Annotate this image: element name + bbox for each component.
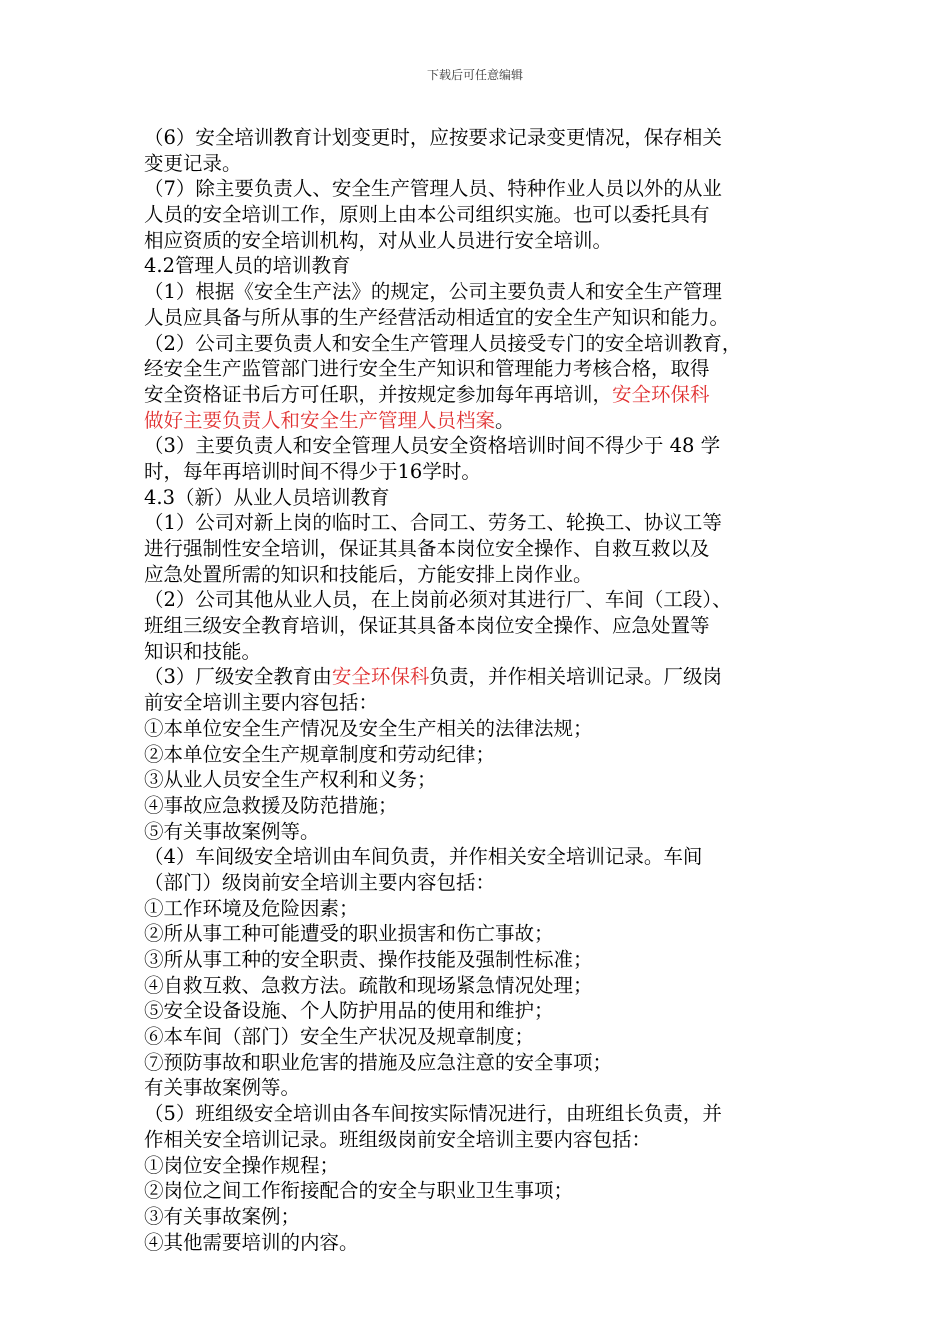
text-line — [144, 664, 824, 690]
text-line: 应急处置所需的知识和技能后，方能安排上岗作业。 — [144, 562, 593, 586]
text-line: （2）公司其他从业人员，在上岗前必须对其进行厂、车间（工段）、 — [144, 588, 732, 612]
text-line: 时，每年再培训时间不得少于16学时。 — [144, 459, 481, 483]
text-line: （1）根据《安全生产法》的规定，公司主要负责人和安全生产管理 — [144, 280, 722, 304]
text-line: （2）公司主要负责人和安全生产管理人员接受专门的安全培训教育， — [144, 331, 742, 355]
text-line: ③从业人员安全生产权利和义务； — [144, 768, 437, 792]
text-line: ④其他需要培训的内容。 — [144, 1230, 359, 1254]
text-line: ③所从事工种的安全职责、操作技能及强制性标准； — [144, 948, 593, 971]
text-line: 知识和技能。 — [144, 639, 262, 663]
text-line: （4）车间级安全培训由车间负责，并作相关安全培训记录。车间 — [144, 845, 703, 869]
text-line: 4.3（新）从业人员培训教育 — [144, 485, 390, 509]
text-segment: 安全资格证书后方可任职，并按规定参加每年再培训， — [144, 382, 613, 406]
text-line: 班组三级安全教育培训，保证其具备本岗位安全操作、应急处置等 — [144, 614, 710, 638]
text-line: ①岗位安全操作规程； — [144, 1153, 340, 1177]
text-line: ⑦预防事故和职业危害的措施及应急注意的安全事项； — [144, 1050, 613, 1074]
text-line — [144, 382, 824, 408]
text-line: 有关事故案例等。 — [144, 1076, 301, 1100]
text-line: ④自救互救、急救方法。疏散和现场紧急情况处理； — [144, 973, 593, 997]
text-line: ②岗位之间工作衔接配合的安全与职业卫生事项； — [144, 1179, 574, 1203]
text-line: （5）班组级安全培训由各车间按实际情况进行，由班组长负责，并 — [144, 1102, 722, 1126]
text-line: 人员应具备与所从事的生产经营活动相适宜的安全生产知识和能力。 — [144, 305, 730, 329]
text-line: 前安全培训主要内容包括： — [144, 691, 379, 715]
text-line: （7）除主要负责人、安全生产管理人员、特种作业人员以外的从业 — [144, 177, 722, 201]
text-line: ②所从事工种可能遭受的职业损害和伤亡事故； — [144, 922, 554, 946]
text-line — [144, 408, 824, 434]
highlighted-text: 做好主要负责人和安全生产管理人员档案 — [144, 408, 496, 432]
text-segment: 。 — [495, 408, 515, 432]
text-line: ④事故应急救援及防范措施； — [144, 793, 398, 817]
text-line: （1）公司对新上岗的临时工、合同工、劳务工、轮换工、协议工等 — [144, 511, 722, 535]
text-line: ⑥本车间（部门）安全生产状况及规章制度； — [144, 1025, 535, 1049]
text-line: 经安全生产监管部门进行安全生产知识和管理能力考核合格，取得 — [144, 357, 710, 381]
text-line: 相应资质的安全培训机构，对从业人员进行安全培训。 — [144, 228, 613, 252]
highlighted-text: 安全环保科 — [331, 665, 430, 689]
text-line: 作相关安全培训记录。班组级岗前安全培训主要内容包括： — [144, 1127, 652, 1151]
text-line: （3）主要负责人和安全管理人员安全资格培训时间不得少于 48 学 — [144, 434, 721, 458]
text-line: ⑤安全设备设施、个人防护用品的使用和维护； — [144, 999, 554, 1023]
text-line: （6）安全培训教育计划变更时，应按要求记录变更情况，保存相关 — [144, 126, 722, 149]
text-line: ①本单位安全生产情况及安全生产相关的法律法规； — [144, 716, 593, 740]
text-line: 人员的安全培训工作，原则上由本公司组织实施。也可以委托具有 — [144, 203, 710, 227]
text-segment: （3）厂级安全教育由 — [144, 665, 332, 689]
text-segment: 负责，并作相关培训记录。厂级岗 — [429, 665, 722, 689]
highlighted-text: 安全环保科 — [612, 382, 710, 406]
text-line: （部门）级岗前安全培训主要内容包括： — [144, 870, 496, 894]
text-line: ①工作环境及危险因素； — [144, 896, 359, 920]
text-line: 进行强制性安全培训，保证其具备本岗位安全操作、自救互救以及 — [144, 537, 710, 560]
text-line: ③有关事故案例； — [144, 1204, 301, 1228]
page-header: 下载后可任意编辑 — [426, 68, 523, 82]
text-line: 变更记录。 — [144, 151, 242, 175]
text-line: ⑤有关事故案例等。 — [144, 819, 320, 843]
text-line: 4.2管理人员的培训教育 — [144, 254, 351, 278]
document-body — [144, 125, 824, 1255]
text-line: ②本单位安全生产规章制度和劳动纪律； — [144, 742, 496, 766]
